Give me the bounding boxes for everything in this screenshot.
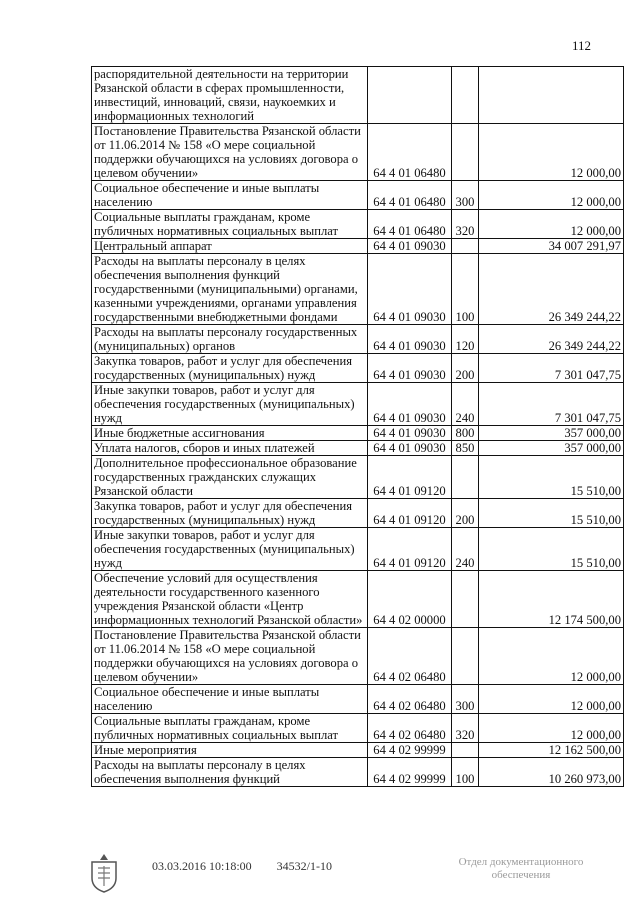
cell-name: Иные мероприятия <box>92 743 368 758</box>
cell-sum: 12 000,00 <box>479 124 624 181</box>
table-row <box>92 456 624 499</box>
table-row <box>92 67 624 124</box>
cell-name: Иные закупки товаров, работ и услуг для обеспечения государственных (муниципальных) нужд <box>92 528 368 571</box>
cell-sum: 26 349 244,22 <box>479 254 624 325</box>
cell-name: Иные бюджетные ассигнования <box>92 426 368 441</box>
table-row <box>92 239 624 254</box>
cell-name: Расходы на выплаты персоналу государственных (муниципальных) органов <box>92 325 368 354</box>
cell-code: 64 4 01 09030 <box>368 383 452 426</box>
table-row <box>92 714 624 743</box>
cell-vr: 320 <box>452 210 479 239</box>
cell-code: 64 4 01 09120 <box>368 456 452 499</box>
cell-code: 64 4 01 09030 <box>368 354 452 383</box>
cell-vr <box>452 124 479 181</box>
table-row <box>92 528 624 571</box>
footer-timestamp: 03.03.2016 10:18:00 <box>152 859 252 873</box>
cell-name: Иные закупки товаров, работ и услуг для обеспечения государственных (муниципальных) нужд <box>92 383 368 426</box>
table-row <box>92 181 624 210</box>
cell-sum: 7 301 047,75 <box>479 354 624 383</box>
table-row <box>92 383 624 426</box>
table-row <box>92 571 624 628</box>
cell-vr <box>452 456 479 499</box>
cell-sum: 7 301 047,75 <box>479 383 624 426</box>
cell-vr <box>452 571 479 628</box>
cell-vr: 240 <box>452 528 479 571</box>
cell-vr: 320 <box>452 714 479 743</box>
cell-sum: 12 162 500,00 <box>479 743 624 758</box>
cell-vr: 850 <box>452 441 479 456</box>
cell-code: 64 4 01 06480 <box>368 210 452 239</box>
cell-sum: 15 510,00 <box>479 456 624 499</box>
cell-name: Постановление Правительства Рязанской области от 11.06.2014 № 158 «О мере социальной поддержки обучающихся на условиях договора о целевом обучении» <box>92 628 368 685</box>
footer-department: Отдел документационного обеспечения <box>458 856 584 881</box>
cell-vr: 300 <box>452 685 479 714</box>
cell-name: Социальное обеспечение и иные выплаты населению <box>92 181 368 210</box>
cell-vr: 200 <box>452 499 479 528</box>
cell-vr: 200 <box>452 354 479 383</box>
cell-sum: 12 000,00 <box>479 210 624 239</box>
cell-vr: 240 <box>452 383 479 426</box>
cell-vr <box>452 67 479 124</box>
table-row <box>92 628 624 685</box>
cell-code <box>368 67 452 124</box>
cell-code: 64 4 02 99999 <box>368 758 452 787</box>
table-row <box>92 124 624 181</box>
cell-sum: 357 000,00 <box>479 441 624 456</box>
cell-sum: 15 510,00 <box>479 528 624 571</box>
cell-name: Социальное обеспечение и иные выплаты населению <box>92 685 368 714</box>
cell-code: 64 4 02 06480 <box>368 685 452 714</box>
cell-code: 64 4 01 09030 <box>368 325 452 354</box>
cell-name: Социальные выплаты гражданам, кроме публичных нормативных социальных выплат <box>92 714 368 743</box>
cell-vr: 300 <box>452 181 479 210</box>
cell-code: 64 4 01 09120 <box>368 528 452 571</box>
table-row <box>92 254 624 325</box>
table-row <box>92 354 624 383</box>
cell-vr: 100 <box>452 254 479 325</box>
cell-vr <box>452 743 479 758</box>
table-row <box>92 743 624 758</box>
budget-table <box>91 66 624 787</box>
cell-code: 64 4 01 09030 <box>368 441 452 456</box>
cell-name: Обеспечение условий для осуществления деятельности государственного казенного учреждения Рязанской области «Центр информационных технологий Рязанской области» <box>92 571 368 628</box>
cell-name: Социальные выплаты гражданам, кроме публичных нормативных социальных выплат <box>92 210 368 239</box>
cell-sum: 34 007 291,97 <box>479 239 624 254</box>
table-row <box>92 758 624 787</box>
cell-sum: 12 174 500,00 <box>479 571 624 628</box>
footer-doc-number: 34532/1-10 <box>276 859 333 873</box>
cell-sum: 12 000,00 <box>479 714 624 743</box>
cell-vr: 120 <box>452 325 479 354</box>
budget-table-body <box>92 67 624 787</box>
cell-code: 64 4 02 99999 <box>368 743 452 758</box>
cell-sum: 12 000,00 <box>479 685 624 714</box>
cell-name: Постановление Правительства Рязанской области от 11.06.2014 № 158 «О мере социальной поддержки обучающихся на условиях договора о целевом обучении» <box>92 124 368 181</box>
page-number: 112 <box>572 38 592 53</box>
cell-sum: 357 000,00 <box>479 426 624 441</box>
table-row <box>92 426 624 441</box>
cell-vr: 100 <box>452 758 479 787</box>
table-row <box>92 210 624 239</box>
cell-code: 64 4 02 06480 <box>368 714 452 743</box>
cell-name: Уплата налогов, сборов и иных платежей <box>92 441 368 456</box>
cell-vr: 800 <box>452 426 479 441</box>
cell-name: Дополнительное профессиональное образование государственных гражданских служащих Рязанской области <box>92 456 368 499</box>
cell-vr <box>452 239 479 254</box>
cell-sum <box>479 67 624 124</box>
cell-sum: 12 000,00 <box>479 628 624 685</box>
cell-sum: 10 260 973,00 <box>479 758 624 787</box>
table-row <box>92 685 624 714</box>
cell-code: 64 4 01 09030 <box>368 426 452 441</box>
cell-vr <box>452 628 479 685</box>
cell-name: Центральный аппарат <box>92 239 368 254</box>
cell-name: Закупка товаров, работ и услуг для обеспечения государственных (муниципальных) нужд <box>92 354 368 383</box>
cell-code: 64 4 01 06480 <box>368 124 452 181</box>
table-row <box>92 325 624 354</box>
cell-name: Расходы на выплаты персоналу в целях обеспечения выполнения функций государственными (муниципальными) органами, казенными учреждениями, органами управления государственными внебюджетными фондами <box>92 254 368 325</box>
cell-sum: 12 000,00 <box>479 181 624 210</box>
table-row <box>92 499 624 528</box>
cell-code: 64 4 02 06480 <box>368 628 452 685</box>
cell-sum: 26 349 244,22 <box>479 325 624 354</box>
cell-sum: 15 510,00 <box>479 499 624 528</box>
cell-code: 64 4 01 09030 <box>368 254 452 325</box>
cell-code: 64 4 02 00000 <box>368 571 452 628</box>
cell-name: распорядительной деятельности на территории Рязанской области в сферах промышленности, инвестиций, инноваций, связи, наукоемких и информационных технологий <box>92 67 368 124</box>
cell-code: 64 4 01 09030 <box>368 239 452 254</box>
coat-of-arms-icon <box>86 852 122 894</box>
cell-code: 64 4 01 06480 <box>368 181 452 210</box>
cell-name: Закупка товаров, работ и услуг для обеспечения государственных (муниципальных) нужд <box>92 499 368 528</box>
cell-name: Расходы на выплаты персоналу в целях обеспечения выполнения функций <box>92 758 368 787</box>
cell-code: 64 4 01 09120 <box>368 499 452 528</box>
table-row <box>92 441 624 456</box>
footer-meta <box>152 859 354 874</box>
